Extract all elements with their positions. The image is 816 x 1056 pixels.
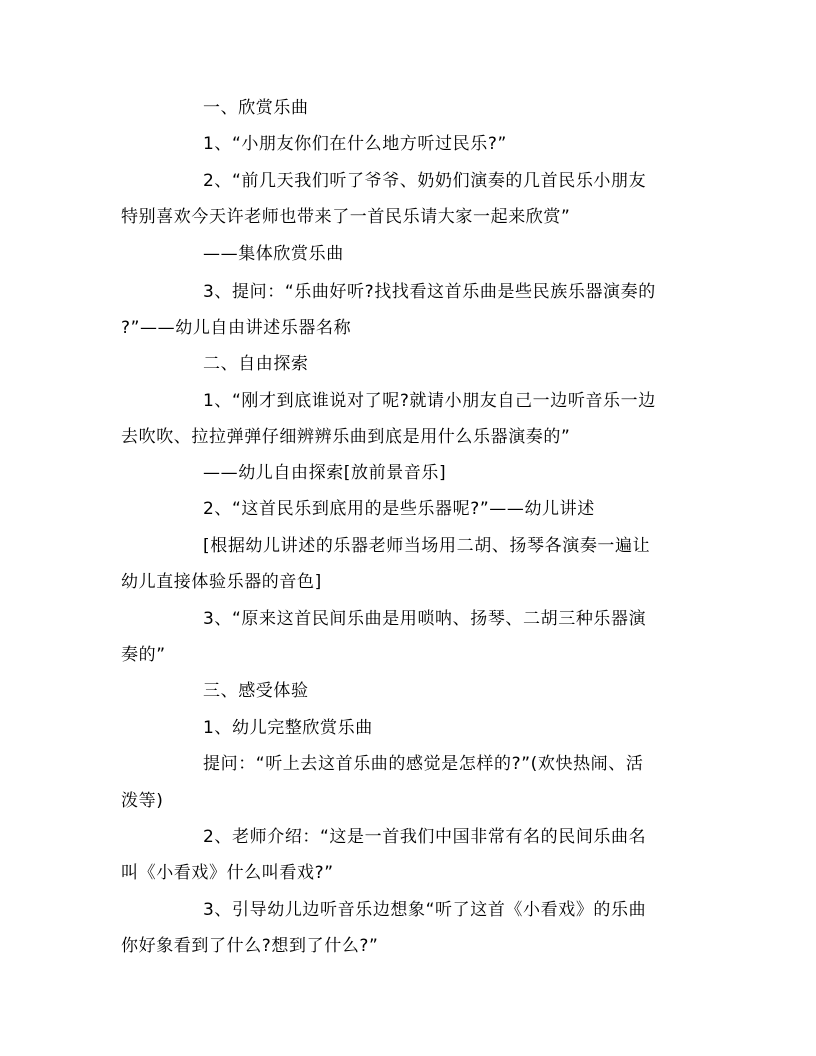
paragraph-line: 泼等) — [121, 791, 164, 811]
paragraph-line: 3、“原来这首民间乐曲是用唢呐、扬琴、二胡三种乐器演 — [203, 609, 647, 629]
section-heading-experience: 三、感受体验 — [203, 681, 309, 701]
paragraph-line: 提问：“听上去这首乐曲的感觉是怎样的?”(欢快热闹、活 — [203, 754, 644, 774]
paragraph-line: 1、幼儿完整欣赏乐曲 — [203, 718, 373, 738]
paragraph-line: 2、老师介绍：“这是一首我们中国非常有名的民间乐曲名 — [203, 827, 647, 847]
paragraph-line: 1、“小朋友你们在什么地方听过民乐?” — [203, 134, 507, 154]
paragraph-line: 你好象看到了什么?想到了什么?” — [121, 936, 379, 956]
paragraph-line: 特别喜欢今天许老师也带来了一首民乐请大家一起来欣赏” — [121, 207, 571, 227]
paragraph-line: 去吹吹、拉拉弹弹仔细辨辨乐曲到底是用什么乐器演奏的” — [121, 427, 571, 447]
paragraph-line: ——幼儿自由探索[放前景音乐] — [203, 463, 447, 483]
section-heading-explore: 二、自由探索 — [203, 354, 309, 374]
paragraph-line: [根据幼儿讲述的乐器老师当场用二胡、扬琴各演奏一遍让 — [203, 536, 651, 556]
section-heading-appreciate: 一、欣赏乐曲 — [203, 98, 309, 118]
paragraph-line: 奏的” — [121, 645, 166, 665]
paragraph-line: 3、提问：“乐曲好听?找找看这首乐曲是些民族乐器演奏的 — [203, 282, 656, 302]
paragraph-line: 2、“前几天我们听了爷爷、奶奶们演奏的几首民乐小朋友 — [203, 171, 647, 191]
paragraph-line: 2、“这首民乐到底用的是些乐器呢?”——幼儿讲述 — [203, 499, 595, 519]
paragraph-line: ?”——幼儿自由讲述乐器名称 — [121, 318, 352, 338]
paragraph-line: 1、“刚才到底谁说对了呢?就请小朋友自己一边听音乐一边 — [203, 391, 656, 411]
paragraph-line: 3、引导幼儿边听音乐边想象“听了这首《小看戏》的乐曲 — [203, 900, 647, 920]
paragraph-line: 叫《小看戏》什么叫看戏?” — [121, 863, 334, 883]
paragraph-line: ——集体欣赏乐曲 — [203, 244, 344, 264]
paragraph-line: 幼儿直接体验乐器的音色] — [121, 572, 322, 592]
